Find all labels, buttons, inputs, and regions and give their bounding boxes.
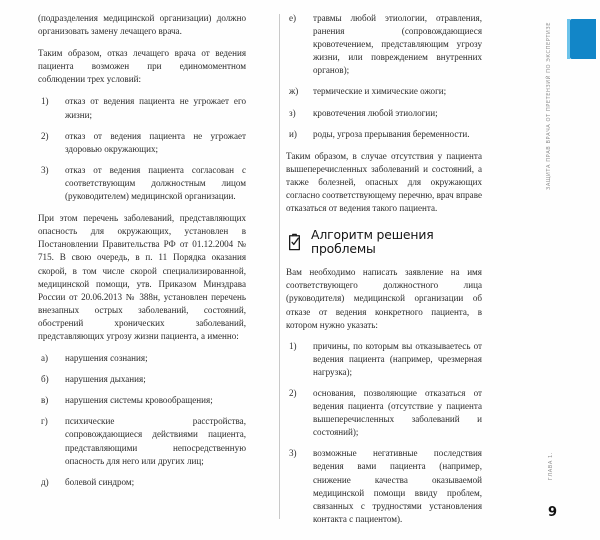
list-item-text: нарушения сознания; [65,353,148,364]
list-item [286,85,482,98]
section-heading [286,228,482,256]
acute-conditions-list [38,352,246,489]
list-item [38,415,246,467]
page-columns [38,12,518,532]
right-column [260,12,482,532]
list-marker: ж) [289,86,299,97]
list-item-text: нарушения дыхания; [65,374,146,385]
list-marker: а) [41,353,49,364]
chapter-edge-tab [570,19,596,59]
list-item [286,128,482,141]
list-item-text: роды, угроза прерывания беременности. [313,128,470,139]
list-item-text: причины, по которым вы отказываетесь от ведения пациента (например, чрезмерная нагрузка); [313,340,482,377]
list-item [286,107,482,120]
list-item-text: отказ от ведения пациента не угрожает здоровью окружающих; [65,130,246,154]
list-item [286,387,482,439]
list-item-text: отказ от ведения пациента не угрожает его жизни; [65,96,246,120]
list-marker: г) [41,416,48,427]
list-item [286,340,482,379]
list-item-text: болевой синдром; [65,476,135,487]
list-item [38,95,246,121]
acute-conditions-list-continued [286,12,482,141]
list-item [38,476,246,489]
list-marker: в) [41,395,49,406]
list-item [38,130,246,156]
list-item-text: кровотечения любой этиологии; [313,107,438,118]
list-item [38,352,246,365]
algorithm-steps-list [286,340,482,526]
running-head: ЗАЩИТА ПРАВ ВРАЧА ОТ ПРЕТЕНЗИЙ ПО ЭКСПЕРТИЗЕ [546,22,552,190]
list-item-text: отказ от ведения пациента согласован с соответствующим должностным лицом (руководителем) медицинской организации. [65,164,246,202]
list-item-text: основания, позволяющие отказаться от ведения пациента (отсутствие у пациента вышеперечисленных заболеваний и состояний); [313,387,482,438]
list-item [38,164,246,203]
list-marker: 2) [41,130,49,141]
list-marker: 1) [41,96,49,107]
list-item [286,12,482,77]
list-marker: 3) [41,164,49,175]
list-item-text: нарушения системы кровообращения; [65,395,213,406]
list-marker: е) [289,13,297,23]
list-item [38,394,246,407]
list-item-text: травмы любой этиологии, отравления, ранения (сопровождающиеся кровотечением, представляющим угрозу жизни, или повреждением внутренних органов); [313,13,482,76]
section-heading-title: Алгоритм решения проблемы [311,227,434,257]
clipboard-check-icon [286,233,303,251]
paragraph-continuation: (подразделения медицинской организации) должно организовать замену лечащего врача. [38,13,246,37]
paragraph-conclusion: Таким образом, в случае отсутствия у пациента вышеперечисленных заболеваний и состояний, а также болезней, опасных для окружающих согласно соответствующему перечню, врач вправе отказаться от ведения такого пациента. [286,150,482,214]
conditions-list [38,95,246,203]
list-marker: б) [41,374,49,385]
page-number: 9 [547,505,557,520]
paragraph-legal-references: При этом перечень заболеваний, представляющих опасность для окружающих, установлен в Постановлении Правительства РФ от 01.12.2004 № 715. В свою очередь, в п. 11 Порядка оказания скорой, в том числе скорой специализированной, медицинской помощи, утв. Приказом Минздрава России от 20.06.2013 № 388н, установлен перечень внезапных острых заболеваний, состояний, обострений хронических заболеваний, представляющих угрозу жизни пациента, а именно: [38,213,246,341]
list-marker: и) [289,128,297,139]
left-column [38,12,260,532]
list-item-text: термические и химические ожоги; [313,86,447,97]
list-marker: 2) [289,387,297,398]
list-item [38,373,246,386]
paragraph-algorithm-intro: Вам необходимо написать заявление на имя соответствующего должностного лица (руководителя) медицинской организации об отказе от ведения конкретного пациента, в котором нужно указать: [286,267,482,330]
list-item [286,447,482,526]
list-marker: 1) [289,340,297,351]
chapter-label: ГЛАВА 1. [548,452,554,481]
list-item-text: психические расстройства, сопровождающиеся действиями пациента, представляющими непосредственную опасность для него или других лиц; [65,416,246,466]
list-marker: з) [289,107,296,118]
paragraph-three-conditions-intro: Таким образом, отказ лечащего врача от ведения пациента возможен при единомоментном соблюдении трех условий: [38,48,246,85]
list-marker: д) [41,476,49,487]
list-item-text: возможные негативные последствия ведения вами пациента (например, снижение качества оказываемой медицинской помощи ввиду проблем, связанных с трудностями установления контакта с пациентом). [313,448,482,524]
list-marker: 3) [289,448,297,459]
